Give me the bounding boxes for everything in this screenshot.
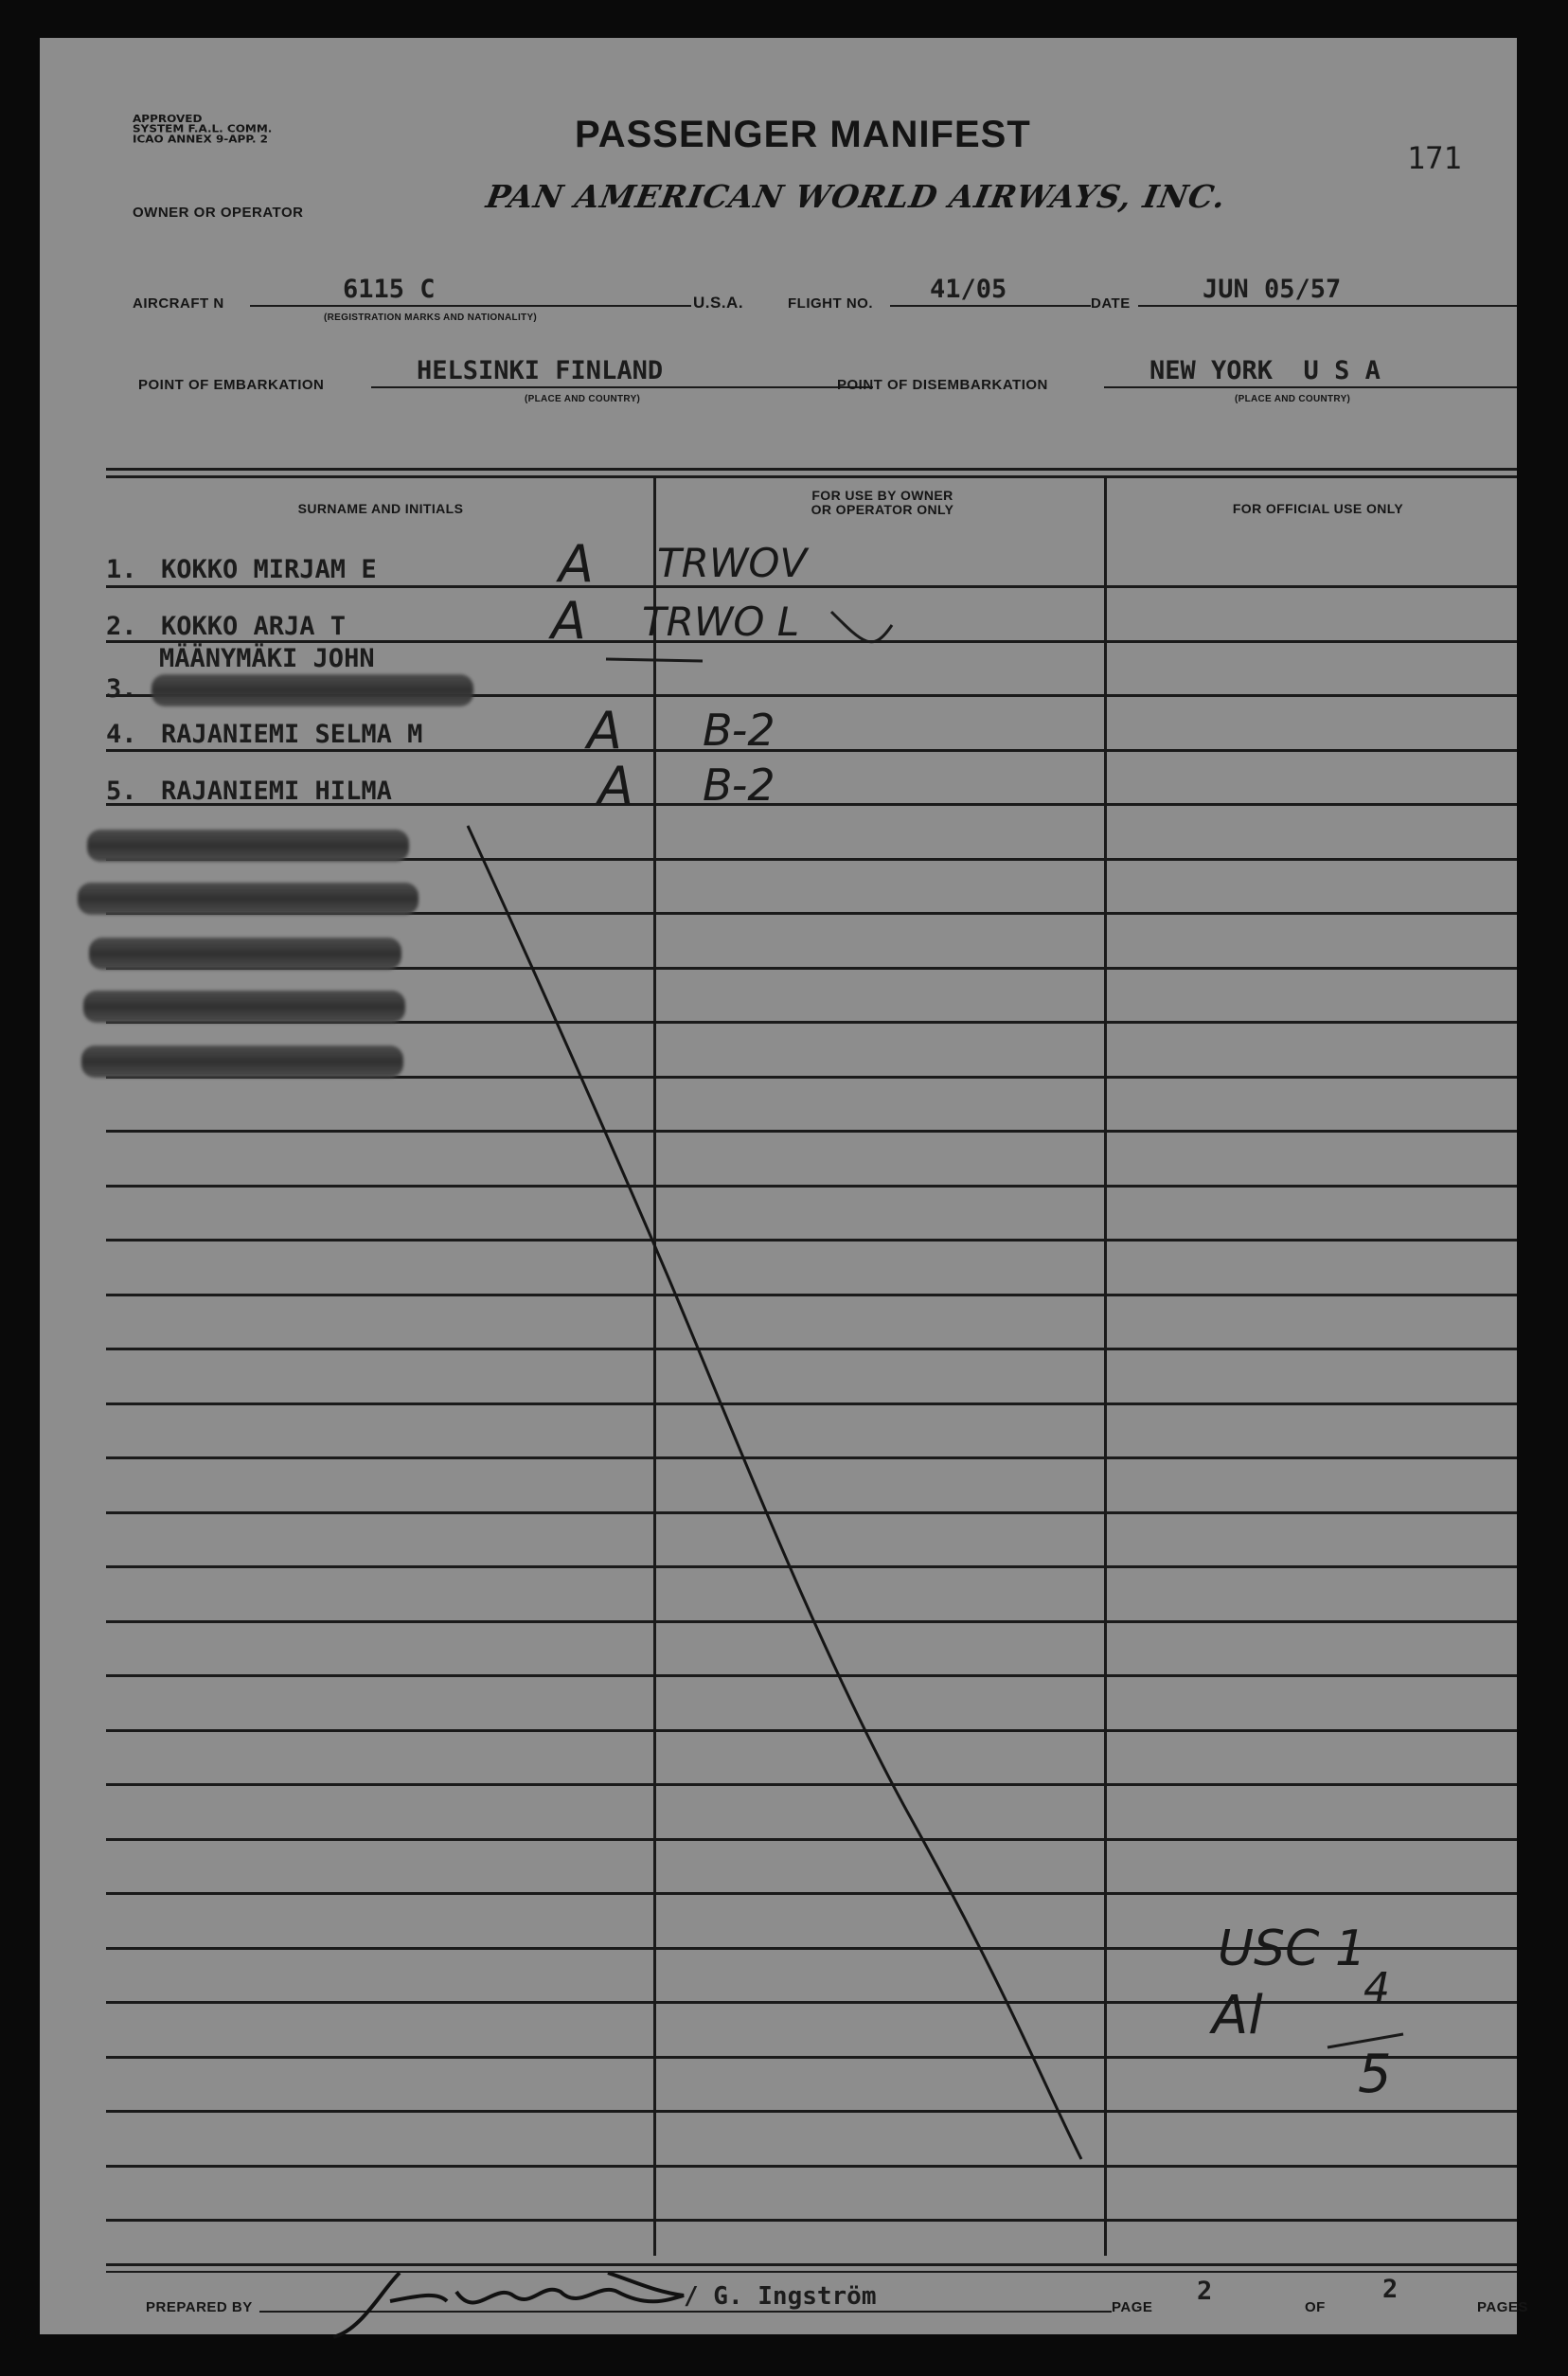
handwritten-note: B-2 — [703, 759, 775, 811]
flight-value: 41/05 — [930, 275, 1007, 304]
handwritten-note: TRWO L — [642, 598, 800, 645]
signature — [324, 2254, 722, 2349]
diagonal-void-line — [468, 826, 1081, 2159]
page-value: 2 — [1197, 2277, 1213, 2306]
passenger-number: 5. — [106, 777, 137, 806]
disembark-place-note: (PLACE AND COUNTRY) — [1235, 394, 1351, 404]
table-bottom-border-2 — [106, 2271, 1517, 2273]
aircraft-label: AIRCRAFT N — [133, 295, 224, 312]
page-title: PASSENGER MANIFEST — [575, 114, 1031, 155]
aircraft-value: 6115 C — [343, 275, 436, 304]
of-label: OF — [1305, 2299, 1326, 2315]
passenger-number: 2. — [106, 612, 137, 641]
owner-label: OWNER OR OPERATOR — [133, 205, 304, 221]
passenger-number: 3. — [106, 674, 137, 704]
handwritten-note: TRWOV — [657, 540, 808, 586]
registration-note: (REGISTRATION MARKS AND NATIONALITY) — [324, 313, 538, 323]
handwritten-class: A — [559, 534, 594, 594]
handwritten-class: A — [551, 591, 586, 651]
of-value: 2 — [1382, 2275, 1399, 2304]
strikethrough-mark — [606, 659, 703, 661]
pen-strokes — [40, 38, 1517, 2334]
page-label: PAGE — [1112, 2299, 1153, 2315]
passenger-number: 1. — [106, 555, 137, 584]
check-stroke — [831, 612, 892, 642]
column-header-owner-use: FOR USE BY OWNER OR OPERATOR ONLY — [811, 488, 954, 517]
passenger-name: RAJANIEMI SELMA M — [161, 720, 423, 749]
passenger-name: KOKKO ARJA T — [161, 612, 347, 641]
passenger-name-redacted: MÄÄNYMÄKI JOHN — [159, 644, 375, 673]
passenger-name: KOKKO MIRJAM E — [161, 555, 377, 584]
disembark-label: POINT OF DISEMBARKATION — [837, 377, 1048, 393]
embark-value: HELSINKI FINLAND — [417, 356, 664, 385]
handwritten-class: A — [587, 701, 622, 760]
owner-value: PAN AMERICAN WORLD AIRWAYS, INC. — [483, 178, 1229, 215]
official-fraction-top: 4 — [1363, 1964, 1390, 2012]
country-label: U.S.A. — [693, 294, 744, 312]
handwritten-class: A — [598, 756, 633, 815]
manifest-sheet — [40, 38, 1528, 2334]
disembark-value: NEW YORK U S A — [1149, 356, 1381, 385]
date-value: JUN 05/57 — [1203, 275, 1342, 304]
passenger-name: RAJANIEMI HILMA — [161, 777, 392, 806]
flight-label: FLIGHT NO. — [788, 295, 873, 312]
official-note-usc: USC 1 — [1218, 1920, 1366, 1977]
table-bottom-border-1 — [106, 2263, 1517, 2266]
column-header-official-use: FOR OFFICIAL USE ONLY — [1232, 501, 1404, 516]
approval-note: APPROVED SYSTEM F.A.L. COMM. ICAO ANNEX 9-APP. 2 — [133, 112, 273, 146]
pages-label: PAGES — [1477, 2299, 1528, 2315]
page-number: 171 — [1407, 140, 1462, 176]
date-label: DATE — [1091, 295, 1131, 312]
passenger-number: 4. — [106, 720, 137, 749]
official-note-al: Al — [1212, 1985, 1263, 2046]
column-header-names: SURNAME AND INITIALS — [297, 501, 464, 516]
embark-label: POINT OF EMBARKATION — [138, 377, 325, 393]
official-fraction-bottom: 5 — [1358, 2044, 1392, 2105]
prepared-name: / G. Ingström — [684, 2282, 877, 2311]
handwritten-note: B-2 — [703, 705, 775, 756]
embark-place-note: (PLACE AND COUNTRY) — [525, 394, 641, 404]
prepared-label: PREPARED BY — [146, 2299, 253, 2315]
